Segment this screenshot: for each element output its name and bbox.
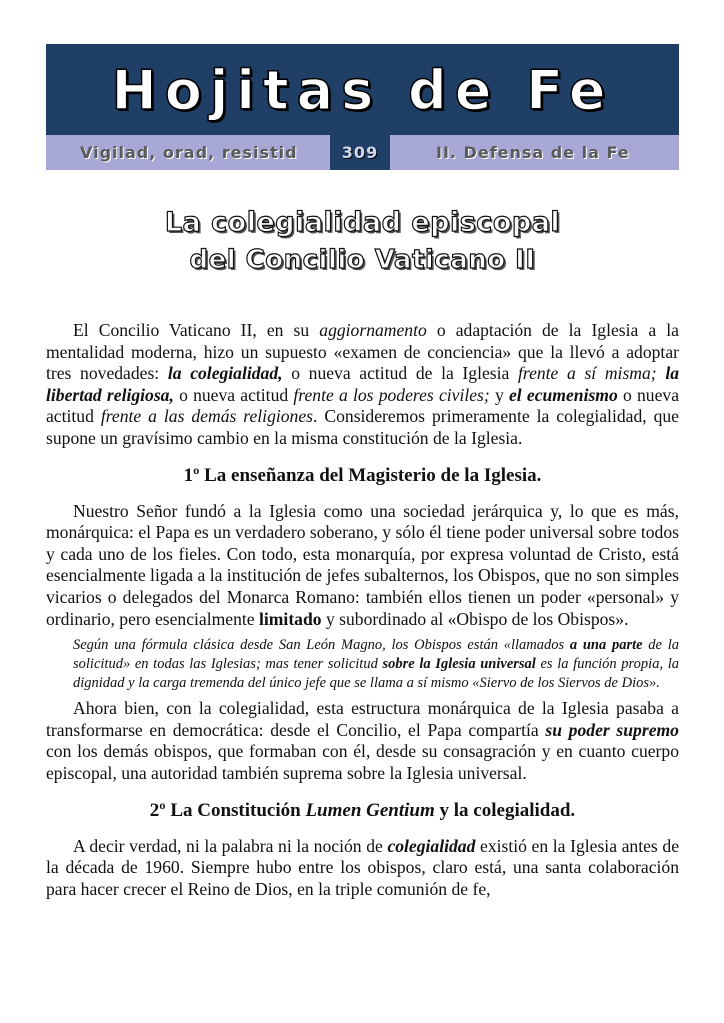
- article-title-line1: La colegialidad episcopal: [164, 207, 561, 238]
- article-title: [46, 205, 679, 279]
- section1-heading: 1º La enseñanza del Magisterio de la Iglesia.: [183, 464, 542, 486]
- article-title-line2: del Concilio Vaticano II: [189, 245, 536, 275]
- section1-note: Según una fórmula clásica desde San León Magno, los Obispos están «llamados a una parte de la solicitud» en todas las Iglesias; mas tener solicitud sobre la Iglesia universal es la función propia, la dignidad y la carga tremenda del único jefe que se llama a sí mismo «Siervo de los Siervos de Dios».: [73, 637, 680, 692]
- section1-paragraph2: Ahora bien, con la colegialidad, esta estructura monárquica de la Iglesia pasaba a transformarse en democrática: desde el Concilio, el Papa compartía su poder supremo con los demás obispos, que formaban con él, desde su consagración y en cuanto cuerpo episcopal, una autoridad también suprema sobre la Iglesia universal.: [46, 698, 679, 783]
- masthead-subbar: [46, 135, 679, 170]
- section-label: II. Defensa de la Fe: [436, 143, 630, 162]
- section1-paragraph1: Nuestro Señor fundó a la Iglesia como una sociedad jerárquica y, lo que es más, monárquica: el Papa es un verdadero soberano, y sólo él tiene poder universal sobre todos y cada uno de los fieles. Con todo, esta monarquía, por expresa voluntad de Cristo, está esencialmente ligada a la institución de jefes subalternos, los Obispos, que no son simples vicarios o delegados del Monarca Romano: también ellos tienen un poder «personal» y ordinario, pero esencialmente limitado y subordinado al «Obispo de los Obispos».: [46, 500, 679, 629]
- motto: Vigilad, orad, resistid: [80, 143, 298, 162]
- section2-paragraph1: A decir verdad, ni la palabra ni la noción de colegialidad existió en la Iglesia antes de la década de 1960. Siempre hubo entre los obispos, claro está, una santa colaboración para hacer crecer el Reino de Dios, en la triple comunión de fe,: [46, 835, 680, 899]
- intro-paragraph: El Concilio Vaticano II, en su aggiornamento o adaptación de la Iglesia a la mentalidad moderna, hizo un supuesto «examen de conciencia» que la llevó a adoptar tres novedades: la colegialidad, o nueva actitud de la Iglesia frente a sí misma; la libertad religiosa, o nueva actitud frente a los poderes civiles; y el ecumenismo o nueva actitud frente a las demás religiones. Consideremos primeramente la colegialidad, que supone un gravísimo cambio en la misma constitución de la Iglesia.: [46, 320, 680, 448]
- issue-number: 309: [330, 135, 390, 170]
- section2-heading: 2º La Constitución Lumen Gentium y la colegialidad.: [149, 799, 576, 821]
- article-body: [46, 320, 679, 900]
- publication-title: Hojitas de Fe: [46, 44, 679, 135]
- masthead: [46, 44, 679, 170]
